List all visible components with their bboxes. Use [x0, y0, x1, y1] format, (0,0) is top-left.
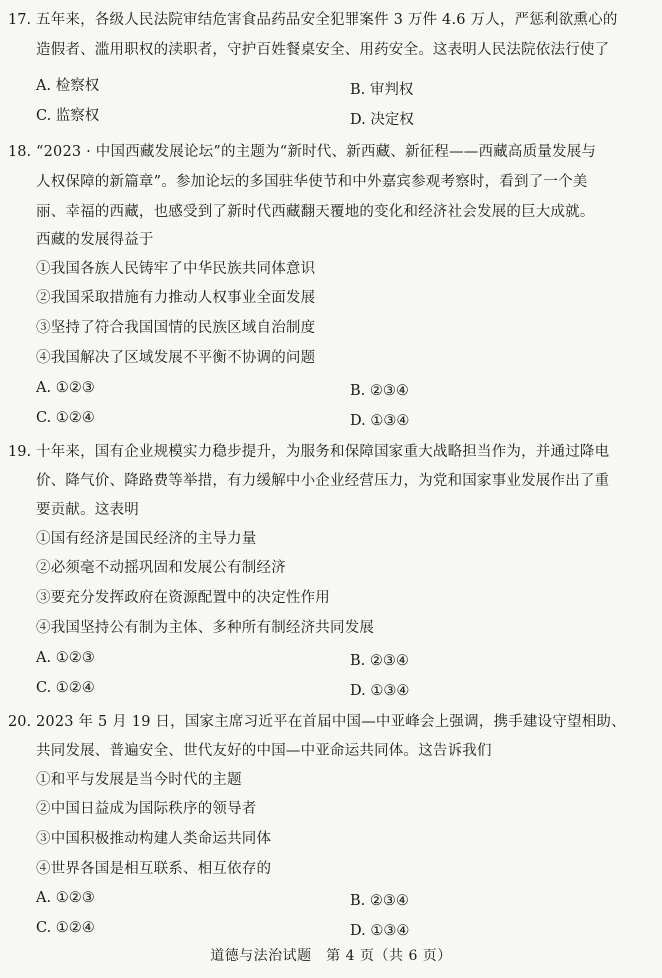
option-b: B. ②③④ [350, 893, 409, 909]
statement-3: ③中国积极推动构建人类命运共同体 [36, 831, 272, 847]
option-c: C. 监察权 [36, 108, 100, 124]
option-d: D. ①③④ [350, 683, 410, 699]
question-stem-line: 丽、幸福的西藏，也感受到了新时代西藏翻天覆地的变化和经济社会发展的巨大成就。 [36, 204, 595, 220]
question-stem-line: 五年来，各级人民法院审结危害食品药品安全犯罪案件 3 万件 4.6 万人，严惩利欲熏心的 [36, 12, 618, 28]
page-footer: 道德与法治试题 第 4 页（共 6 页） [210, 948, 452, 964]
option-a: A. 检察权 [36, 78, 100, 94]
option-c: C. ①②④ [36, 920, 95, 936]
question-stem-line: 2023 年 5 月 19 日，国家主席习近平在首届中国—中亚峰会上强调，携手建设守望相助、 [36, 714, 626, 730]
option-b: B. ②③④ [350, 383, 409, 399]
statement-2: ②中国日益成为国际秩序的领导者 [36, 801, 257, 817]
question-stem-line: 人权保障的新篇章”。参加论坛的多国驻华使节和中外嘉宾参观考察时，看到了一个美 [36, 174, 588, 190]
question-stem-line: “2023 · 中国西藏发展论坛”的主题为“新时代、新西藏、新征程——西藏高质量发展与 [36, 144, 597, 160]
option-a: A. ①②③ [36, 380, 95, 396]
statement-2: ②我国采取措施有力推动人权事业全面发展 [36, 290, 316, 306]
statement-1: ①我国各族人民铸牢了中华民族共同体意识 [36, 261, 316, 277]
statement-4: ④我国解决了区域发展不平衡不协调的问题 [36, 350, 316, 366]
question-stem-line: 价、降气价、降路费等举措，有力缓解中小企业经营压力，为党和国家事业发展作出了重 [36, 473, 610, 489]
question-number: 17. [8, 12, 32, 28]
question-stem-line: 造假者、滥用职权的渎职者，守护百姓餐桌安全、用药安全。这表明人民法院依法行使了 [36, 42, 610, 58]
option-d: D. 决定权 [350, 112, 414, 128]
statement-2: ②必须毫不动摇巩固和发展公有制经济 [36, 560, 286, 576]
statement-1: ①国有经济是国民经济的主导力量 [36, 531, 257, 547]
question-number: 19. [8, 444, 32, 460]
option-d: D. ①③④ [350, 413, 410, 429]
option-b: B. 审判权 [350, 82, 414, 98]
option-a: A. ①②③ [36, 650, 95, 666]
statement-4: ④我国坚持公有制为主体、多种所有制经济共同发展 [36, 620, 375, 636]
option-a: A. ①②③ [36, 890, 95, 906]
question-number: 18. [8, 144, 32, 160]
question-stem-line: 共同发展、普遍安全、世代友好的中国—中亚命运共同体。这告诉我们 [36, 743, 492, 759]
statement-3: ③要充分发挥政府在资源配置中的决定性作用 [36, 590, 330, 606]
question-stem-line: 西藏的发展得益于 [36, 232, 154, 248]
question-stem-line: 要贡献。这表明 [36, 502, 139, 518]
statement-1: ①和平与发展是当今时代的主题 [36, 772, 242, 788]
option-d: D. ①③④ [350, 923, 410, 939]
question-number: 20. [8, 714, 32, 730]
option-c: C. ①②④ [36, 680, 95, 696]
question-stem-line: 十年来，国有企业规模实力稳步提升，为服务和保障国家重大战略担当作为，并通过降电 [36, 444, 610, 460]
option-c: C. ①②④ [36, 410, 95, 426]
statement-4: ④世界各国是相互联系、相互依存的 [36, 861, 272, 877]
statement-3: ③坚持了符合我国国情的民族区域自治制度 [36, 320, 316, 336]
option-b: B. ②③④ [350, 653, 409, 669]
